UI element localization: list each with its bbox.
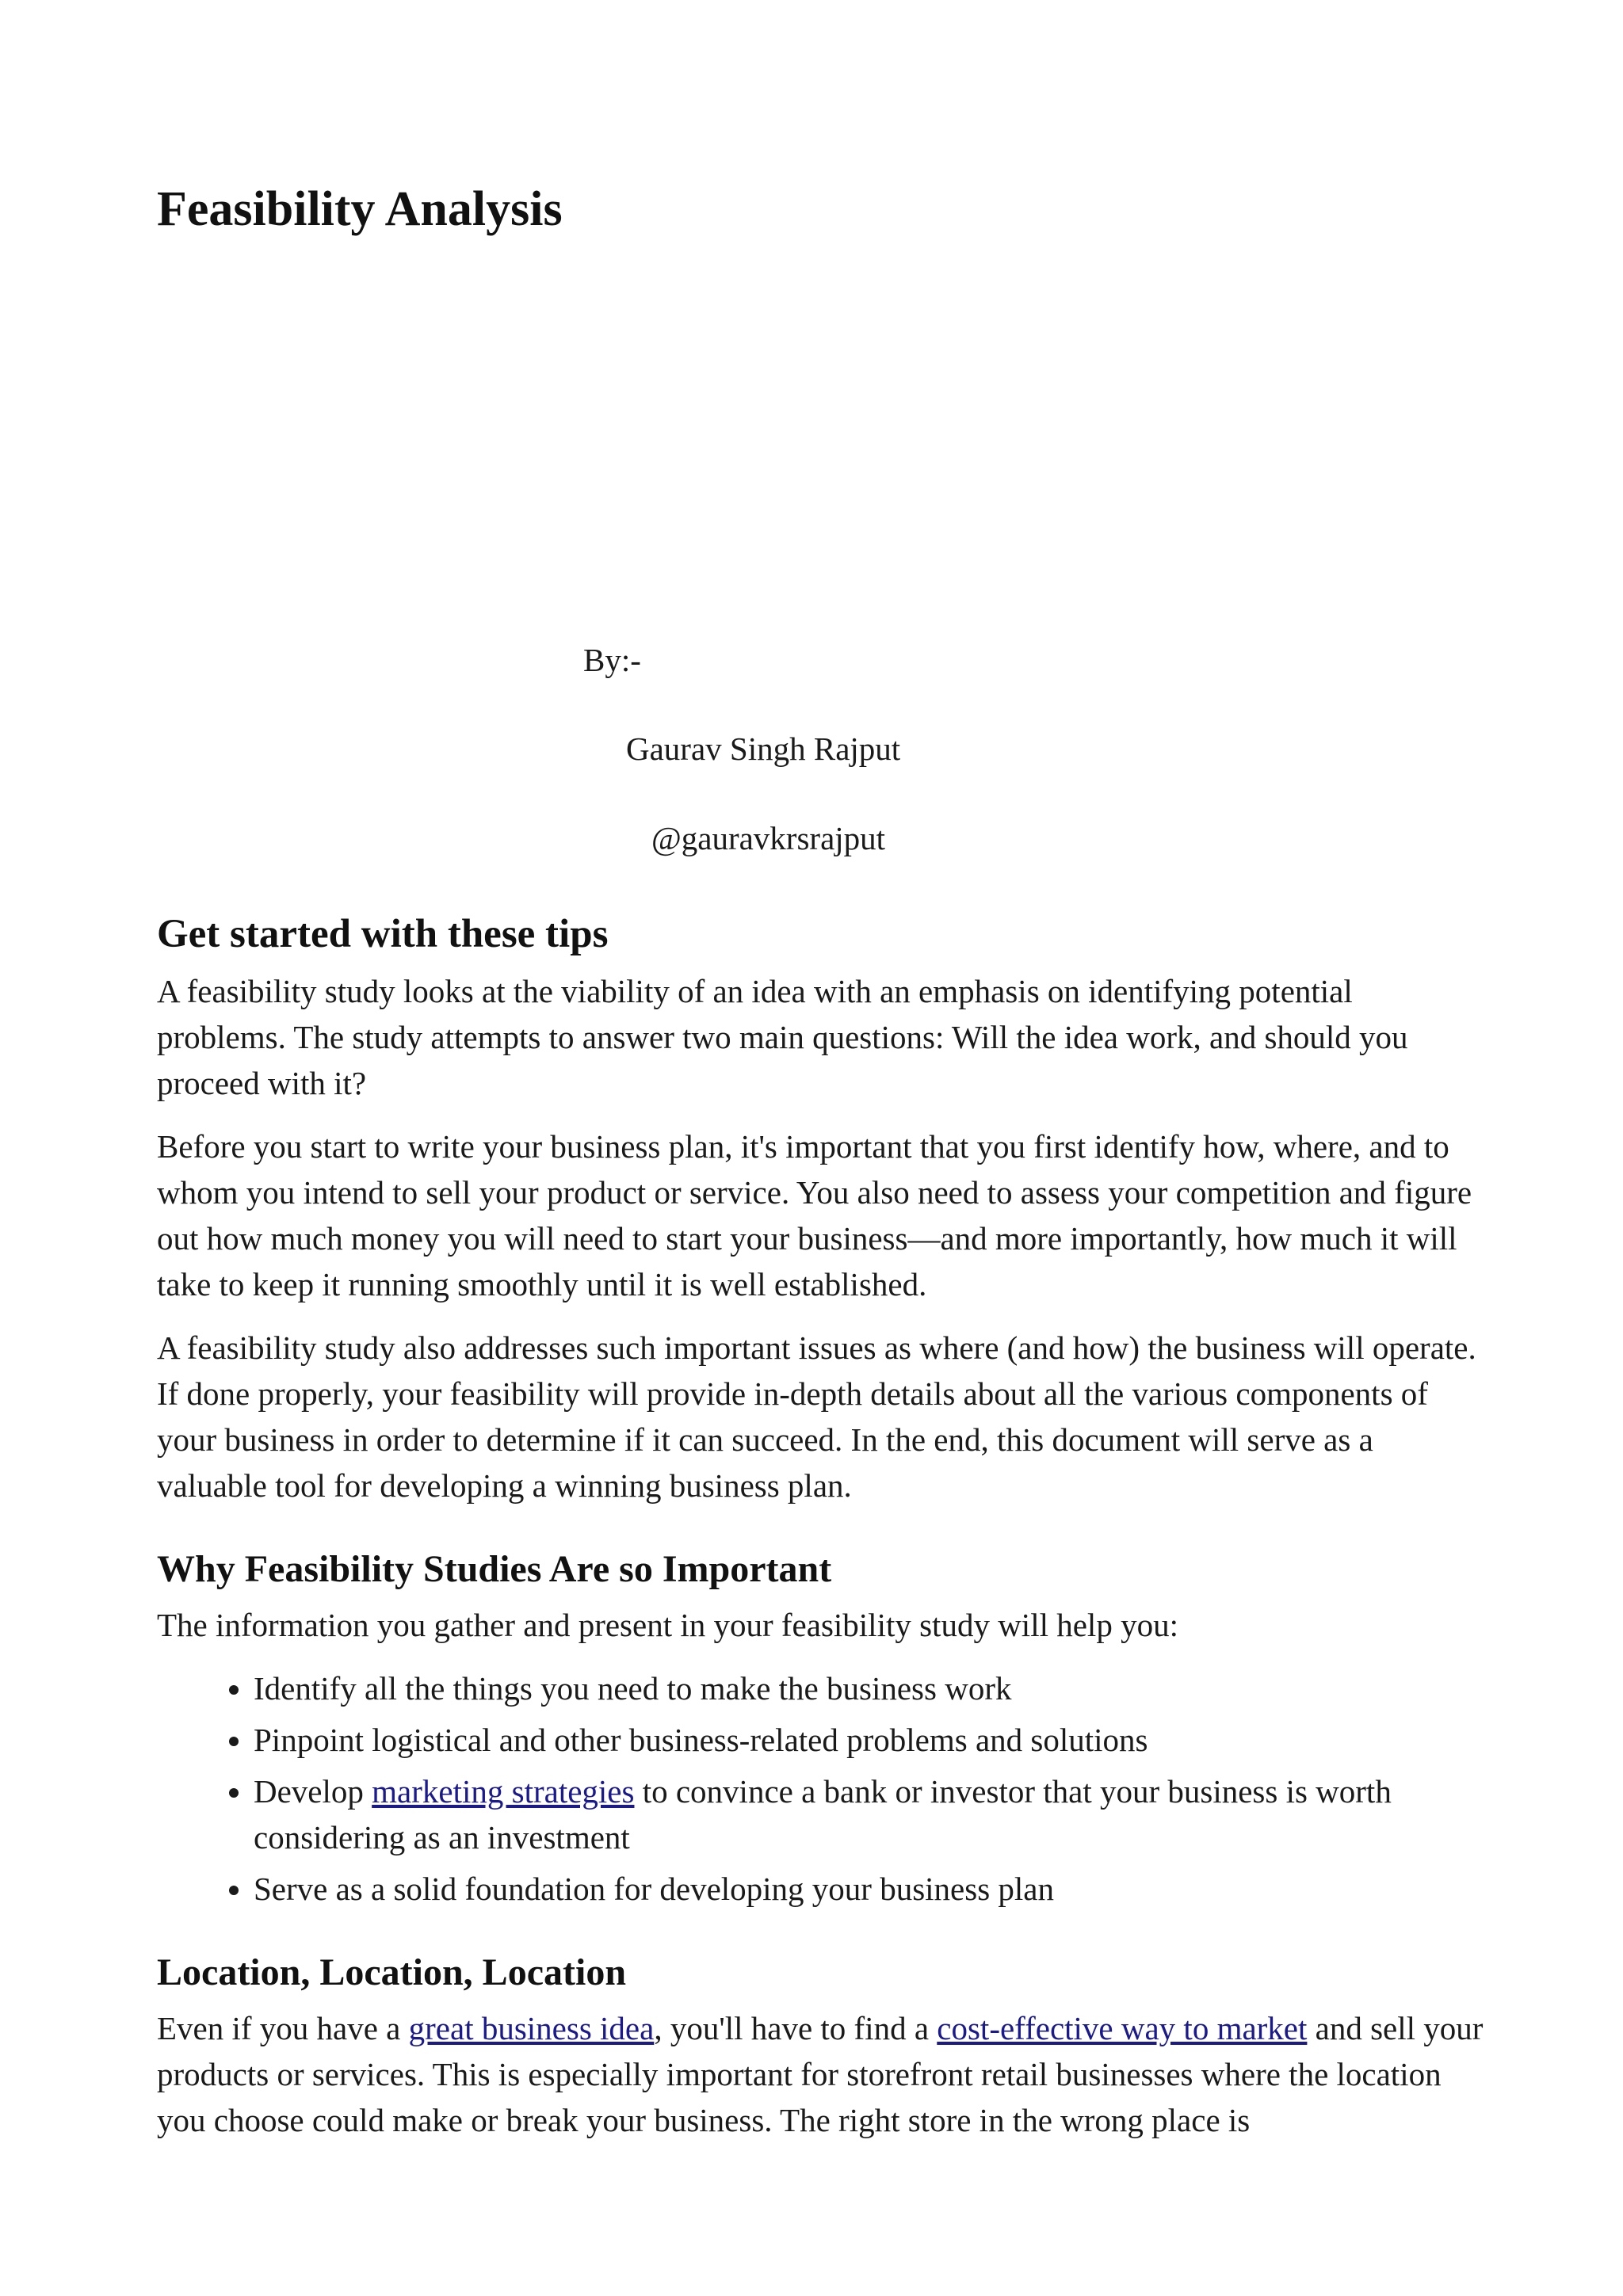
- section-heading-tips: Get started with these tips: [157, 912, 609, 956]
- list-item: [254, 1768, 1488, 1860]
- section-heading-why: Why Feasibility Studies Are so Important: [157, 1548, 832, 1590]
- cost-effective-way-to-market-link[interactable]: cost-effective way to market: [937, 2010, 1308, 2046]
- document-body: [157, 910, 1488, 2161]
- author-handle: @gauravkrsrajput: [651, 820, 886, 856]
- document-title: Feasibility Analysis: [157, 182, 563, 236]
- list-item: • Serve as a solid foundation for developing your business plan: [254, 1866, 1488, 1912]
- paragraph-text: Even if you have a: [157, 2010, 409, 2046]
- bullet-list: [157, 1665, 1488, 1912]
- section-heading-location: Location, Location, Location: [157, 1951, 627, 1993]
- list-item-text: to convince a bank or investor that your business is worth considering as an investment: [254, 1773, 1392, 1855]
- list-item-text: Develop: [254, 1773, 372, 1810]
- list-item: • Identify all the things you need to make the business work: [254, 1665, 1488, 1711]
- paragraph-text: and sell your products or services. This is especially important for storefront retail businesses where the location you choose could make or break your business. The right store in the wrong place is: [157, 2010, 1484, 2138]
- paragraph: [157, 2005, 1488, 2143]
- paragraph-text: , you'll have to find a: [654, 2010, 938, 2046]
- author-name: Gaurav Singh Rajput: [626, 730, 901, 767]
- marketing-strategies-link[interactable]: marketing strategies: [372, 1773, 635, 1810]
- paragraph: A feasibility study looks at the viability of an idea with an emphasis on identifying potential problems. The study attempts to answer two main questions: Will the idea work, and should you proceed with it?: [157, 973, 1408, 1101]
- list-item: • Pinpoint logistical and other business-related problems and solutions: [254, 1717, 1488, 1763]
- great-business-idea-link[interactable]: great business idea: [408, 2010, 655, 2046]
- paragraph: A feasibility study also addresses such important issues as where (and how) the business will operate. If done properly, your feasibility will provide in-depth details about all the various components of your business in order to determine if it can succeed. In the end, this document will serve as a valuable tool for developing a winning business plan.: [157, 1329, 1476, 1504]
- by-label: By:-: [583, 642, 641, 678]
- paragraph: The information you gather and present in your feasibility study will help you:: [157, 1607, 1178, 1643]
- paragraph: Before you start to write your business plan, it's important that you first identify how, where, and to whom you intend to sell your product or service. You also need to assess your competition and figure out how much money you will need to start your business—and more importantly, how much it will take to keep it running smoothly until it is well established.: [157, 1128, 1472, 1302]
